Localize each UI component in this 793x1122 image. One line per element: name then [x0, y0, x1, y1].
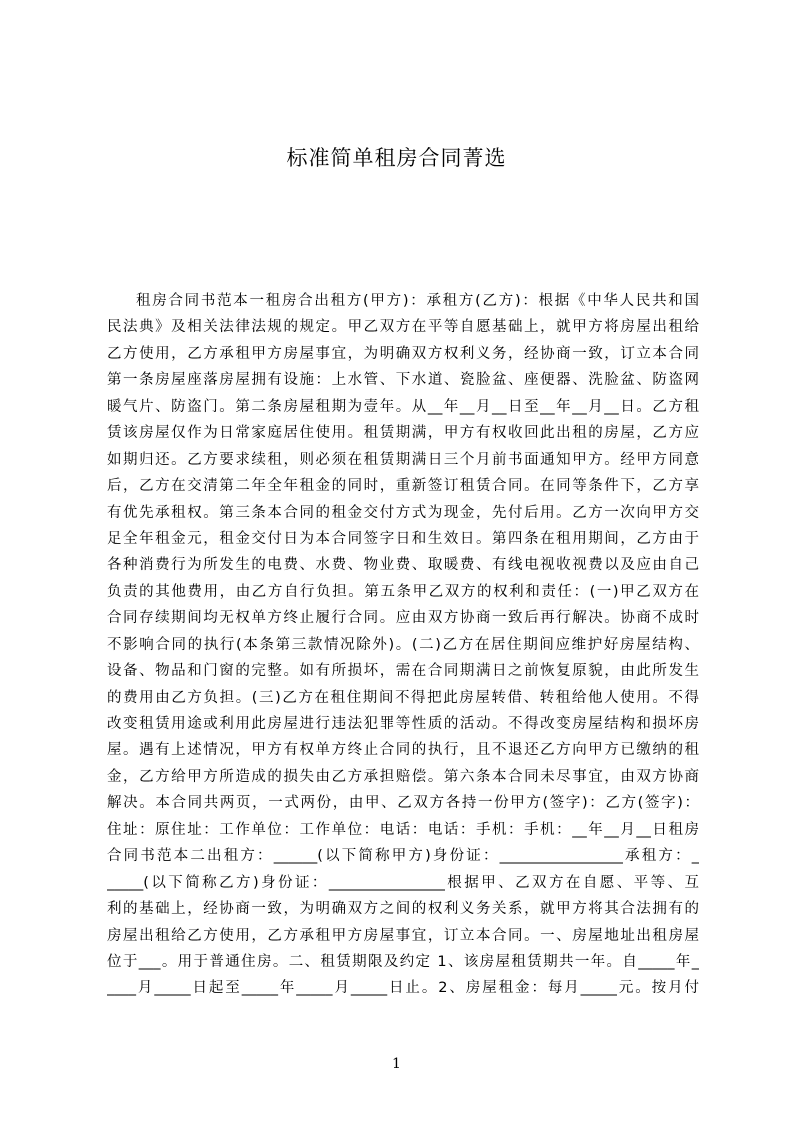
text-line: 合同书范本二出租方：______(以下简称甲方)身份证：_________________承租方：_: [107, 848, 699, 865]
text-line: 如期归还。乙方要求续租，则必须在租赁期满日三个月前书面通知甲方。经甲方同意: [107, 451, 699, 468]
text-line: 乙方使用，乙方承租甲方房屋事宜，为明确双方权利义务，经协商一致，订立本合同: [107, 345, 699, 362]
text-line: 足全年租金元，租金交付日为本合同签字日和生效日。第四条在租用期间，乙方由于: [107, 530, 699, 547]
text-line: 各种消费行为所发生的电费、水费、物业费、取暖费、有线电视收视费以及应由自己: [107, 557, 699, 574]
document-body: [107, 288, 699, 1002]
text-line: 改变租赁用途或利用此房屋进行违法犯罪等性质的活动。不得改变房屋结构和损坏房: [107, 716, 699, 732]
text-line: 负责的其他费用，由乙方自行负担。第五条甲乙双方的权利和责任：(一)甲乙双方在: [107, 583, 699, 600]
text-line: 租房合同书范本一租房合出租方(甲方)：承租方(乙方)：根据《中华人民共和国: [136, 293, 699, 309]
text-line: 设备、物品和门窗的完整。如有所损坏，需在合同期满日之前恢复原貌，由此所发生: [107, 663, 699, 680]
page-number: 1: [392, 1056, 401, 1072]
text-line: 房屋出租给乙方使用，乙方承租甲方房屋事宜，订立本合同。一、房屋地址出租房屋: [107, 927, 699, 944]
text-line: 屋。遇有上述情况，甲方有权单方终止合同的执行，且不退还乙方向甲方已缴纳的租: [107, 742, 699, 759]
document-title: 标准简单租房合同菁选: [286, 146, 507, 170]
text-line: _____(以下简称乙方)身份证：________________根据甲、乙双方在自愿、平等、互: [107, 874, 699, 891]
text-line: 利的基础上，经协商一致，为明确双方之间的权利义务关系，就甲方将其合法拥有的: [107, 901, 699, 918]
text-line: 赁该房屋仅作为日常家庭居住使用。租赁期满，甲方有权收回此出租的房屋，乙方应: [107, 425, 699, 442]
text-line: 的费用由乙方负担。(三)乙方在租住期间不得把此房屋转借、转租给他人使用。不得: [107, 689, 699, 706]
text-line: 暖气片、防盗门。第二条房屋租期为壹年。从__年__月__日至__年__月__日。乙方租: [107, 398, 699, 415]
text-line: 解决。本合同共两页，一式两份，由甲、乙双方各持一份甲方(签字)：乙方(签字)：: [107, 795, 699, 812]
text-line: 住址：原住址：工作单位：工作单位：电话：电话：手机：手机：__年__月__日租房: [107, 821, 699, 838]
text-line: 金，乙方给甲方所造成的损失由乙方承担赔偿。第六条本合同未尽事宜，由双方协商: [107, 768, 699, 785]
text-line: 第一条房屋座落房屋拥有设施：上水管、下水道、瓷脸盆、座便器、洗脸盆、防盗网: [107, 372, 699, 389]
text-line: 合同存续期间均无权单方终止履行合同。应由双方协商一致后再行解决。协商不成时: [107, 610, 699, 627]
text-line: 位于___。用于普通住房。二、租赁期限及约定 1、该房屋租赁期共一年。自_____年_: [107, 953, 699, 970]
text-line: 不影响合同的执行(本条第三款情况除外)。(二)乙方在居住期间应维护好房屋结构、: [107, 636, 699, 653]
text-line: ____月_____日起至_____年_____月_____日止。2、房屋租金：每月_____元。按月付: [107, 980, 699, 997]
text-line: 民法典》及相关法律法规的规定。甲乙双方在平等自愿基础上，就甲方将房屋出租给: [107, 319, 699, 336]
text-line: 有优先承租权。第三条本合同的租金交付方式为现金，先付后用。乙方一次向甲方交: [107, 504, 699, 521]
text-line: 后，乙方在交清第二年全年租金的同时，重新签订租赁合同。在同等条件下，乙方享: [107, 478, 699, 495]
